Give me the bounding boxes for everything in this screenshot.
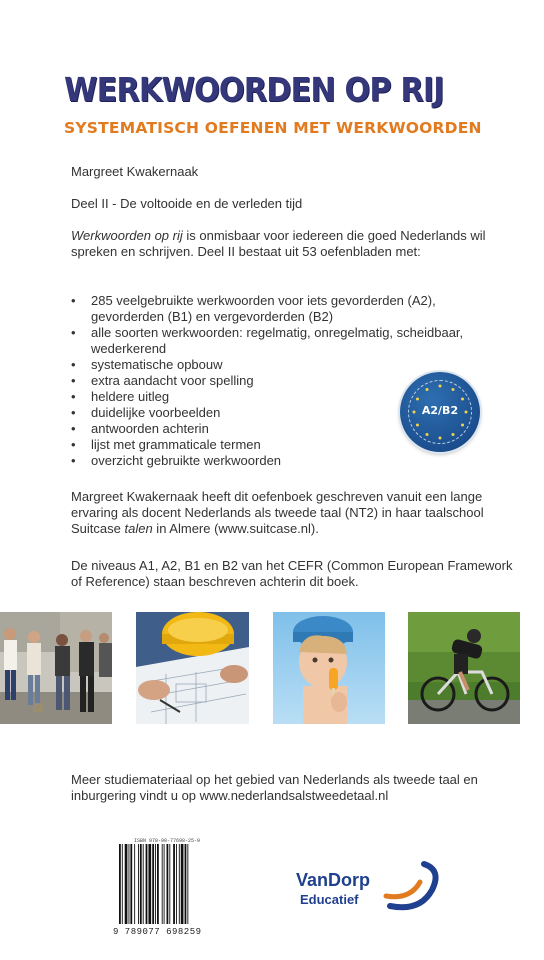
feature-item: • lijst met grammaticale termen bbox=[71, 437, 511, 453]
barcode-bar bbox=[169, 844, 170, 924]
barcode-bar bbox=[164, 844, 165, 924]
publisher-swoosh-icon bbox=[380, 856, 446, 916]
feature-item: • alle soorten werkwoorden: regelmatig, onregelmatig, scheidbaar, wederkerend bbox=[71, 325, 511, 357]
barcode-bar bbox=[148, 844, 151, 924]
barcode-bar bbox=[119, 844, 121, 924]
barcode-bar bbox=[176, 844, 177, 924]
book-subtitle: SYSTEMATISCH OEFENEN MET WERKWOORDEN bbox=[64, 119, 482, 137]
barcode-bar bbox=[157, 844, 159, 924]
intro-paragraph bbox=[71, 228, 511, 260]
intro-text: is onmisbaar voor iedereen die goed Nederlands wil spreken en schrijven. Deel II bestaat uit 53 oefenbladen met: bbox=[71, 228, 486, 259]
feature-item: • heldere uitleg bbox=[71, 389, 511, 405]
barcode-bars bbox=[117, 844, 217, 926]
barcode-bar bbox=[129, 844, 130, 924]
people-walking-photo bbox=[0, 612, 112, 724]
barcode-bar bbox=[122, 844, 123, 924]
feature-item: • antwoorden achterin bbox=[71, 421, 511, 437]
child-icecream-photo bbox=[273, 612, 385, 724]
barcode-bar bbox=[181, 844, 184, 924]
barcode bbox=[113, 838, 217, 943]
barcode-bar bbox=[134, 844, 135, 924]
cefr-paragraph: De niveaus A1, A2, B1 en B2 van het CEFR (Common European Framework of Reference) staan beschreven achterin dit boek. bbox=[71, 558, 513, 589]
barcode-bar bbox=[179, 844, 180, 924]
barcode-bar bbox=[173, 844, 175, 924]
barcode-bar bbox=[143, 844, 144, 924]
publisher-subtitle: Educatief bbox=[300, 892, 359, 907]
feature-item: • duidelijke voorbeelden bbox=[71, 405, 511, 421]
feature-item: • systematische opbouw bbox=[71, 357, 511, 373]
european-reference-seal-icon bbox=[400, 372, 480, 452]
publisher-name: VanDorp bbox=[296, 870, 371, 890]
feature-item: • overzicht gebruikte werkwoorden bbox=[71, 453, 511, 469]
barcode-bar bbox=[167, 844, 169, 924]
feature-item: • 285 veelgebruikte werkwoorden voor iets gevorderden (A2), gevorderden (B1) en vergevorderden (B2) bbox=[71, 293, 511, 325]
intro-title-italic: Werkwoorden op rij bbox=[71, 228, 183, 243]
book-title: WERKWOORDEN OP RIJ bbox=[64, 70, 444, 109]
part-title: Deel II - De voltooide en de verleden tijd bbox=[71, 196, 303, 211]
barcode-bar bbox=[162, 844, 163, 924]
barcode-number: 9 789077 698259 bbox=[113, 927, 202, 937]
cyclist-photo bbox=[408, 612, 520, 724]
barcode-bar bbox=[140, 844, 142, 924]
feature-item: • extra aandacht voor spelling bbox=[71, 373, 511, 389]
barcode-bar bbox=[138, 844, 139, 924]
author-name: Margreet Kwakernaak bbox=[71, 164, 199, 179]
author-text-italic: talen bbox=[124, 521, 153, 536]
more-materials-paragraph: Meer studiemateriaal op het gebied van Nederlands als tweede taal en inburgering vindt u op www.nederlandsalstweedetaal.nl bbox=[71, 772, 478, 803]
barcode-bar bbox=[146, 844, 148, 924]
author-paragraph bbox=[71, 489, 521, 537]
barcode-bar bbox=[152, 844, 154, 924]
construction-plans-photo bbox=[136, 612, 249, 724]
author-text-a: Margreet Kwakernaak heeft dit oefenboek geschreven vanuit een lange ervaring als docent Nederlands als tweede taal (NT2) in haar taalschool Suitcase bbox=[71, 489, 484, 536]
barcode-bar bbox=[187, 844, 188, 924]
seal-level: A2/B2 bbox=[421, 404, 459, 417]
barcode-bar bbox=[125, 844, 128, 924]
publisher-logo bbox=[296, 856, 446, 916]
author-text-b: in Almere (www.suitcase.nl). bbox=[152, 521, 319, 536]
barcode-bar bbox=[155, 844, 156, 924]
isbn-label: ISBN 978-90-77698-25-9 bbox=[133, 838, 200, 844]
barcode-bar bbox=[130, 844, 132, 924]
barcode-bar bbox=[185, 844, 187, 924]
